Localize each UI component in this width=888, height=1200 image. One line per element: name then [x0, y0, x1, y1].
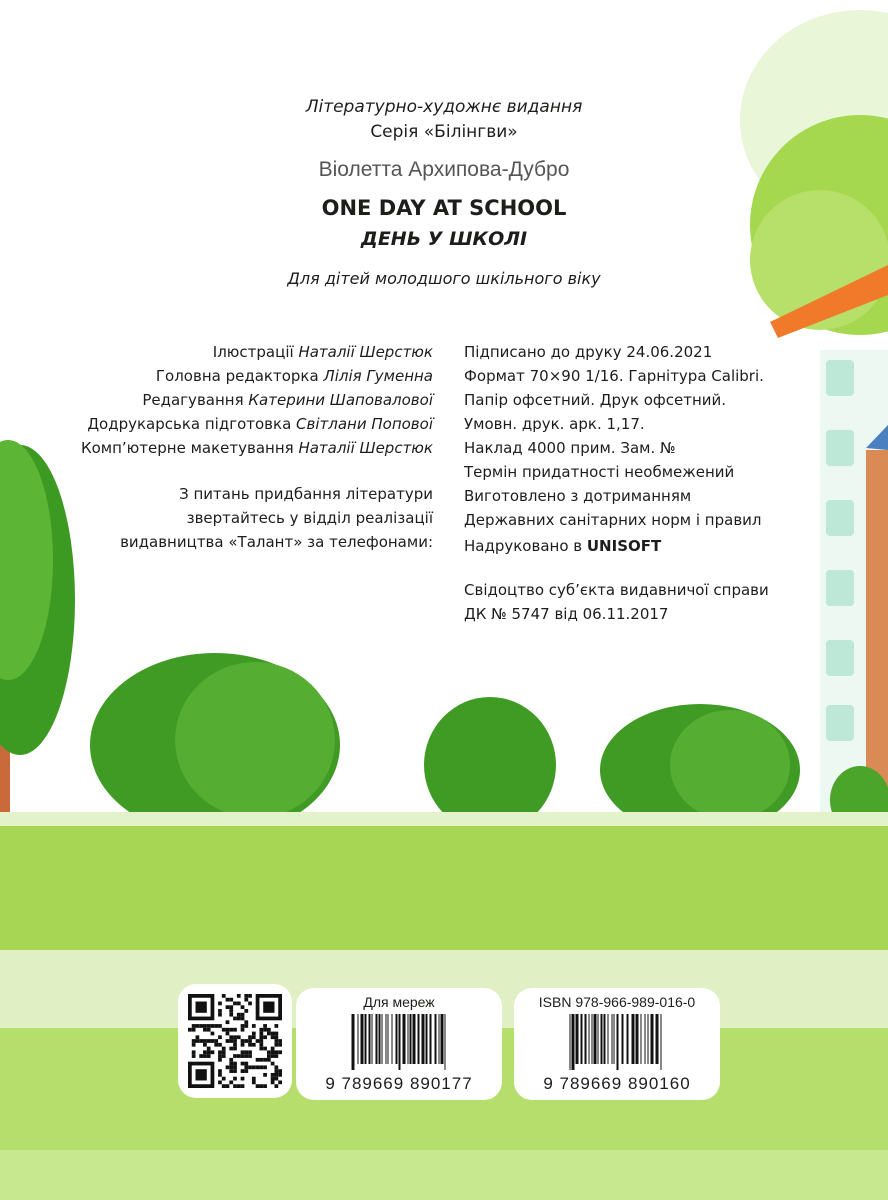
audience-note: Для дітей молодшого шкільного віку [287, 269, 601, 288]
credit-person: Світлани Попової [296, 415, 433, 433]
credit-line [81, 412, 433, 436]
credit-line [81, 436, 433, 460]
barcode-label: Для мереж [363, 994, 435, 1010]
printed-by [464, 537, 661, 555]
credit-person: Лілія Гуменна [323, 367, 433, 385]
school-building [820, 350, 888, 830]
title-english: ONE DAY AT SCHOOL [321, 196, 567, 220]
edition-type: Літературно-художнє видання [305, 97, 583, 117]
print-info-line: Термін придатності необмежений [464, 463, 735, 481]
barcode-card-isbn [514, 988, 720, 1100]
barcode-digits: 9 789669 890160 [543, 1074, 691, 1093]
title-ukrainian: ДЕНЬ У ШКОЛІ [360, 228, 528, 250]
print-info-line: Формат 70×90 1/16. Гарнітура Calibri. [464, 367, 764, 385]
credit-line [81, 388, 433, 412]
qr-code-icon [188, 994, 282, 1088]
credit-person: Наталії Шерстюк [298, 439, 433, 457]
contact-block [120, 482, 433, 554]
barcode-icon [530, 1014, 704, 1070]
credit-role: Комп’ютерне макетування [80, 439, 299, 457]
series-name: Серія «Білінгви» [370, 122, 518, 142]
credit-role: Редагування [142, 391, 249, 409]
contact-line: звертайтесь у відділ реалізації [186, 509, 433, 527]
barcode-icon [312, 1014, 486, 1070]
bushes [90, 653, 888, 837]
contact-line: З питань придбання літератури [179, 485, 433, 503]
print-info-line: Папір офсетний. Друк офсетний. [464, 391, 727, 409]
credit-line [81, 340, 433, 364]
credit-person: Наталії Шерстюк [298, 343, 433, 361]
print-info-line: Виготовлено з дотриманням [464, 487, 692, 505]
credit-line [81, 364, 433, 388]
credit-role: Головна редакторка [155, 367, 324, 385]
qr-code-card [178, 984, 292, 1098]
barcode-card-retail [296, 988, 502, 1100]
printer-name: UNISOFT [586, 537, 662, 555]
tree-left [0, 440, 75, 840]
credit-role: Ілюстрації [212, 343, 299, 361]
printed-by-prefix: Надруковано в [464, 537, 587, 555]
certificate-line: ДК № 5747 від 06.11.2017 [464, 605, 669, 623]
certificate-line: Свідоцтво суб’єкта видавничої справи [464, 581, 769, 599]
isbn-label: ISBN 978-966-989-016-0 [538, 994, 696, 1010]
print-info-block [464, 340, 764, 532]
certificate-block [464, 578, 769, 626]
print-info-line: Умовн. друк. арк. 1,17. [464, 415, 645, 433]
print-info-line: Державних санітарних норм і правил [464, 511, 762, 529]
contact-line: видавництва «Талант» за телефонами: [120, 533, 433, 551]
print-info-line: Наклад 4000 прим. Зам. № [464, 439, 676, 457]
author-name: Віолетта Архипова-Дубро [318, 158, 570, 181]
credit-role: Додрукарська підготовка [87, 415, 297, 433]
print-info-line: Підписано до друку 24.06.2021 [464, 343, 713, 361]
barcode-digits: 9 789669 890177 [325, 1074, 473, 1093]
credit-person: Катерини Шаповалової [248, 391, 433, 409]
credits-block [81, 340, 433, 460]
